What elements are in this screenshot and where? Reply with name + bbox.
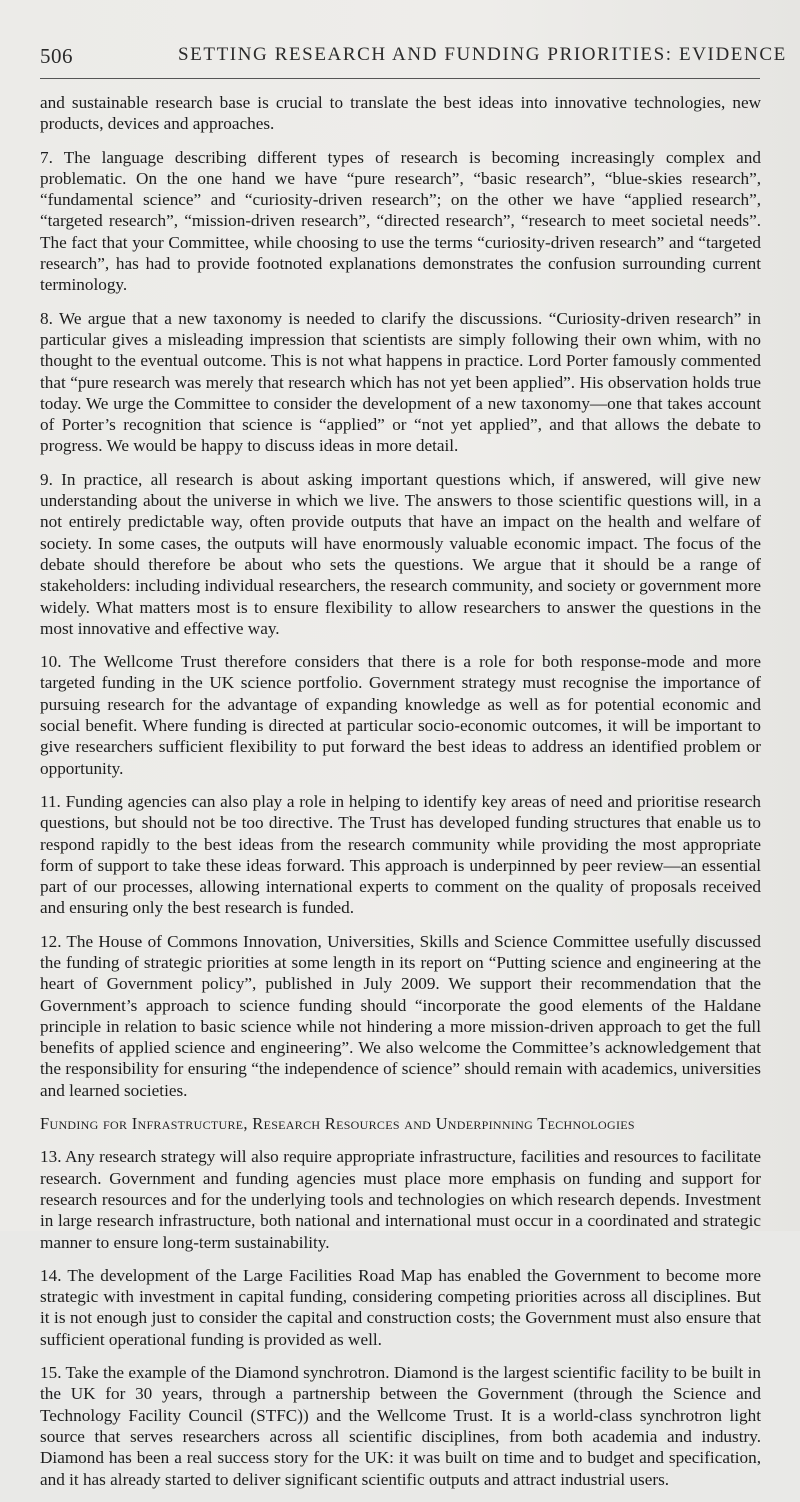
page-header [40, 44, 787, 74]
paragraph-7: 7. The language describing different types of research is becoming increasingly complex and problematic. On the one hand we have “pure research”, “basic research”, “blue-skies research”, “fundamental science” and “curiosity-driven research”; on the other we have “applied research”, “targeted research”, “mission-driven research”, “directed research”, “research to meet societal needs”. The fact that your Committee, while choosing to use the terms “curiosity-driven research” and “targeted research”, has had to provide footnoted explanations demonstrates the confusion surrounding current terminology. [40, 147, 761, 295]
paragraph-14: 14. The development of the Large Facilities Road Map has enabled the Government to become more strategic with investment in capital funding, considering competing priorities across all disciplines. But it is not enough just to consider the capital and construction costs; the Government must also ensure that sufficient operational funding is provided as well. [40, 1265, 761, 1349]
paragraph-11: 11. Funding agencies can also play a role in helping to identify key areas of need and prioritise research questions, but should not be too directive. The Trust has developed funding structures that enable us to respond rapidly to the best ideas from the research community while providing the most appropriate form of support to take these ideas forward. This approach is underpinned by peer review—an essential part of our processes, allowing international experts to comment on the quality of proposals received and ensuring only the best research is funded. [40, 791, 761, 918]
body-text [40, 92, 761, 1502]
paragraph-13: 13. Any research strategy will also require appropriate infrastructure, facilities and resources to facilitate research. Government and funding agencies must place more emphasis on funding and support for research resources and for the underlying tools and technologies on which research depends. Investment in large research infrastructure, both national and international must occur in a coordinated and strategic manner to ensure long-term sustainability. [40, 1147, 761, 1252]
paragraph-8: 8. We argue that a new taxonomy is needed to clarify the discussions. “Curiosity-driven research” in particular gives a misleading impression that scientists are simply following their own whim, with no thought to the eventual outcome. This is not what happens in practice. Lord Porter famously commented that “pure research was merely that research which has not yet been applied”. His observation holds true today. We urge the Committee to consider the development of a new taxonomy—one that takes account of Porter’s recognition that science is “applied” or “not yet applied”, and that allows the debate to progress. We would be happy to discuss ideas in more detail. [40, 308, 761, 456]
paragraph-12: 12. The House of Commons Innovation, Universities, Skills and Science Committee usefully discussed the funding of strategic priorities at some length in its report on “Putting science and engineering at the heart of Government policy”, published in July 2009. We support their recommendation that the Government’s approach to science funding should “incorporate the good elements of the Haldane principle in relation to basic science while not hindering a more mission-driven approach to get the full benefits of applied science and engineering”. We also welcome the Committee’s acknowledgement that the responsibility for ensuring “the independence of science” should remain with academics, universities and learned societies. [40, 931, 761, 1100]
page-number: 506 [40, 44, 73, 68]
running-head: SETTING RESEARCH AND FUNDING PRIORITIES: EVIDENCE [178, 44, 787, 65]
paragraph-15: 15. Take the example of the Diamond synchrotron. Diamond is the largest scientific facility to be built in the UK for 30 years, through a partnership between the Government (through the Science and Technology Facility Council (STFC)) and the Wellcome Trust. It is a world-class synchrotron light source that serves researchers across all scientific disciplines, from both academia and industry. Diamond has been a real success story for the UK: it was built on time and to budget and specification, and it has already started to deliver significant scientific outputs and attract industrial users. [40, 1363, 761, 1489]
paragraph-10: 10. The Wellcome Trust therefore considers that there is a role for both response-mode and more targeted funding in the UK science portfolio. Government strategy must recognise the importance of pursuing research for the advantage of expanding knowledge as well as for potential economic and social benefit. Where funding is directed at particular socio-economic outcomes, it will be important to give researchers sufficient flexibility to put forward the best ideas to address an identified problem or opportunity. [40, 652, 761, 778]
header-rule [40, 78, 760, 79]
paragraph-9: 9. In practice, all research is about asking important questions which, if answered, will give new understanding about the universe in which we live. The answers to those scientific questions will, in a not entirely predictable way, often provide outputs that have an impact on the health and welfare of society. In some cases, the outputs will have enormously valuable economic impact. The focus of the debate should therefore be about who sets the questions. We argue that it should be a range of stakeholders: including individual researchers, the research community, and society or government more widely. What matters most is to ensure flexibility to allow researchers to answer the questions in the most innovative and effective way. [40, 469, 761, 638]
paragraph-6-continued: and sustainable research base is crucial to translate the best ideas into innovative technologies, new products, devices and approaches. [40, 93, 761, 134]
section-heading: Funding for Infrastructure, Research Resources and Underpinning Technologies [40, 1114, 635, 1134]
